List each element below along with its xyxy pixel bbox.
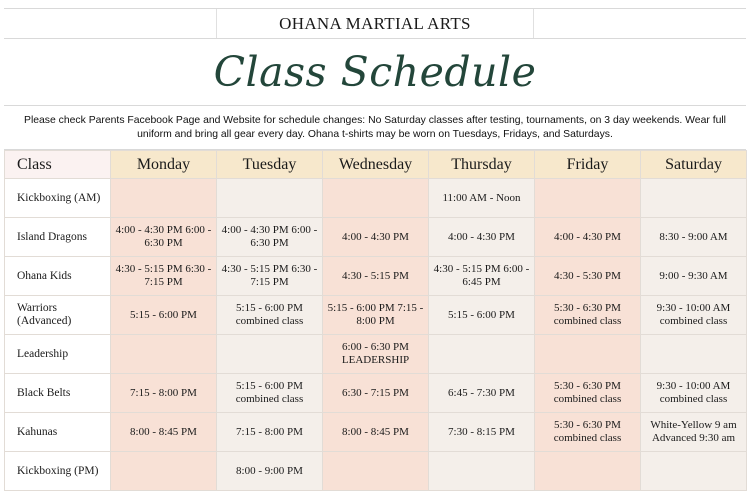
- class-time: 4:00 - 4:30 PM: [554, 230, 621, 243]
- class-time: 4:00 - 4:30 PM: [342, 230, 409, 243]
- class-time: 9:30 - 10:00 AM: [656, 380, 731, 392]
- schedule-cell-friday: [535, 413, 641, 452]
- schedule-cell-saturday: [641, 452, 747, 491]
- class-name-cell: Kickboxing (AM): [5, 179, 111, 218]
- class-time: 4:30 - 5:15 PM 6:00 - 6:45 PM: [433, 263, 530, 288]
- schedule-cell-wednesday: [323, 374, 429, 413]
- schedule-cell-thursday: [429, 374, 535, 413]
- day-header-monday: Monday: [111, 151, 217, 179]
- schedule-cell-saturday: [641, 413, 747, 452]
- schedule-cell-wednesday: [323, 218, 429, 257]
- schedule-cell-wednesday: [323, 257, 429, 296]
- day-header-thursday: Thursday: [429, 151, 535, 179]
- schedule-cell-thursday: [429, 413, 535, 452]
- schedule-cell-friday: [535, 335, 641, 374]
- schedule-cell-monday: [111, 452, 217, 491]
- schedule-cell-tuesday: [217, 296, 323, 335]
- schedule-sheet: [4, 8, 746, 491]
- schedule-cell-thursday: [429, 257, 535, 296]
- class-time: 5:30 - 6:30 PM: [554, 302, 621, 314]
- schedule-cell-saturday: [641, 374, 747, 413]
- class-time: 5:15 - 6:00 PM: [236, 302, 303, 314]
- schedule-table: [4, 150, 747, 491]
- schedule-cell-wednesday: [323, 413, 429, 452]
- table-row: [5, 296, 747, 335]
- schedule-notice: Please check Parents Facebook Page and Website for schedule changes: No Saturday classes after testing, tournaments, on 3 day weekends. Wear full uniform and bring all gear every day. Ohana t-shirts may be worn on Tuesdays, Fridays, and Saturdays.: [24, 114, 726, 140]
- class-time: 4:00 - 4:30 PM: [448, 230, 515, 243]
- page-title: Class Schedule: [213, 48, 537, 96]
- class-note: combined class: [235, 393, 304, 405]
- schedule-cell-thursday: [429, 179, 535, 218]
- class-time: 8:30 - 9:00 AM: [659, 230, 728, 243]
- schedule-cell-monday: [111, 374, 217, 413]
- class-note: combined class: [659, 393, 728, 405]
- schedule-cell-saturday: [641, 257, 747, 296]
- schedule-cell-saturday: [641, 179, 747, 218]
- schedule-cell-tuesday: [217, 374, 323, 413]
- class-time: 9:00 - 9:30 AM: [659, 269, 728, 282]
- schedule-cell-monday: [111, 179, 217, 218]
- schedule-cell-friday: [535, 257, 641, 296]
- class-time: 6:30 - 7:15 PM: [342, 386, 409, 399]
- class-time: 4:00 - 4:30 PM 6:00 - 6:30 PM: [221, 224, 318, 249]
- schedule-cell-wednesday: [323, 296, 429, 335]
- class-time: 5:30 - 6:30 PM: [554, 419, 621, 431]
- table-row: [5, 335, 747, 374]
- class-note: combined class: [553, 315, 622, 327]
- class-note: combined class: [553, 393, 622, 405]
- class-time: 8:00 - 9:00 PM: [236, 464, 303, 477]
- class-time: 5:15 - 6:00 PM: [130, 308, 197, 321]
- schedule-cell-saturday: [641, 218, 747, 257]
- schedule-cell-monday: [111, 296, 217, 335]
- table-row: [5, 452, 747, 491]
- schedule-cell-wednesday: [323, 179, 429, 218]
- schedule-cell-monday: [111, 335, 217, 374]
- class-name-cell: Warriors (Advanced): [5, 296, 111, 335]
- class-time: 7:15 - 8:00 PM: [236, 425, 303, 438]
- class-time: 9:30 - 10:00 AM: [656, 302, 731, 314]
- schedule-cell-tuesday: [217, 179, 323, 218]
- table-row: [5, 257, 747, 296]
- class-time: 4:30 - 5:30 PM: [554, 269, 621, 282]
- schedule-cell-tuesday: [217, 257, 323, 296]
- class-name-cell: Kahunas: [5, 413, 111, 452]
- day-header-wednesday: Wednesday: [323, 151, 429, 179]
- class-time: 5:30 - 6:30 PM: [554, 380, 621, 392]
- class-name-cell: Black Belts: [5, 374, 111, 413]
- schedule-cell-monday: [111, 218, 217, 257]
- class-time: 5:15 - 6:00 PM: [448, 308, 515, 321]
- class-name-cell: Kickboxing (PM): [5, 452, 111, 491]
- schedule-cell-tuesday: [217, 218, 323, 257]
- class-note: combined class: [235, 315, 304, 327]
- schedule-cell-tuesday: [217, 335, 323, 374]
- class-note: Advanced 9:30 am: [651, 432, 736, 444]
- class-name-cell: Ohana Kids: [5, 257, 111, 296]
- schedule-cell-saturday: [641, 296, 747, 335]
- class-time: 7:30 - 8:15 PM: [448, 425, 515, 438]
- class-column-header: Class: [5, 151, 111, 179]
- class-note: LEADERSHIP: [341, 354, 410, 366]
- schedule-cell-friday: [535, 218, 641, 257]
- class-time: White-Yellow 9 am: [650, 419, 737, 431]
- schedule-cell-thursday: [429, 335, 535, 374]
- schedule-cell-monday: [111, 413, 217, 452]
- table-header-row: [5, 151, 747, 179]
- schedule-body: [5, 179, 747, 491]
- schedule-cell-thursday: [429, 296, 535, 335]
- org-name: OHANA MARTIAL ARTS: [279, 13, 471, 33]
- notice-row: [4, 106, 746, 150]
- org-header-row: [4, 8, 746, 39]
- class-time: 4:00 - 4:30 PM 6:00 - 6:30 PM: [115, 224, 212, 249]
- class-time: 5:15 - 6:00 PM 7:15 - 8:00 PM: [327, 302, 424, 327]
- class-time: 4:30 - 5:15 PM: [342, 269, 409, 282]
- class-time: 4:30 - 5:15 PM 6:30 - 7:15 PM: [115, 263, 212, 288]
- class-note: combined class: [553, 432, 622, 444]
- table-row: [5, 413, 747, 452]
- class-time: 8:00 - 8:45 PM: [342, 425, 409, 438]
- day-header-friday: Friday: [535, 151, 641, 179]
- schedule-cell-friday: [535, 374, 641, 413]
- class-name-cell: Island Dragons: [5, 218, 111, 257]
- class-time: 6:00 - 6:30 PM: [342, 341, 409, 353]
- schedule-cell-monday: [111, 257, 217, 296]
- schedule-cell-friday: [535, 296, 641, 335]
- schedule-cell-saturday: [641, 335, 747, 374]
- class-name-cell: Leadership: [5, 335, 111, 374]
- table-row: [5, 218, 747, 257]
- schedule-cell-friday: [535, 452, 641, 491]
- class-time: 8:00 - 8:45 PM: [130, 425, 197, 438]
- class-time: 5:15 - 6:00 PM: [236, 380, 303, 392]
- title-row: [4, 39, 746, 106]
- schedule-cell-friday: [535, 179, 641, 218]
- schedule-cell-tuesday: [217, 413, 323, 452]
- day-header-saturday: Saturday: [641, 151, 747, 179]
- class-time: 6:45 - 7:30 PM: [448, 386, 515, 399]
- table-row: [5, 374, 747, 413]
- schedule-cell-thursday: [429, 452, 535, 491]
- schedule-cell-tuesday: [217, 452, 323, 491]
- class-time: 11:00 AM - Noon: [442, 191, 521, 204]
- table-row: [5, 179, 747, 218]
- class-time: 7:15 - 8:00 PM: [130, 386, 197, 399]
- class-time: 4:30 - 5:15 PM 6:30 - 7:15 PM: [221, 263, 318, 288]
- schedule-cell-wednesday: [323, 452, 429, 491]
- day-header-tuesday: Tuesday: [217, 151, 323, 179]
- schedule-cell-thursday: [429, 218, 535, 257]
- class-note: combined class: [659, 315, 728, 327]
- schedule-cell-wednesday: [323, 335, 429, 374]
